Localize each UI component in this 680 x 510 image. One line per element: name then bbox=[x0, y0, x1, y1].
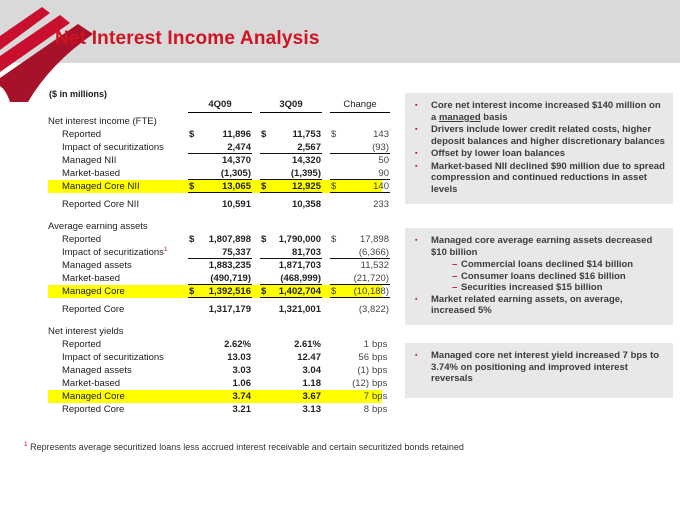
row-label: Impact of securitizations bbox=[62, 352, 164, 363]
bullet-text: Core net interest income increased $140 million on a managed basis bbox=[431, 100, 661, 123]
cell-value: (1,395) bbox=[290, 167, 321, 179]
cell-value: 3.21 bbox=[232, 404, 251, 415]
table-cell bbox=[330, 129, 390, 140]
cell-value: (490,719) bbox=[210, 272, 251, 284]
row-label: Managed Core bbox=[62, 286, 125, 297]
cell-value: 50 bbox=[378, 155, 389, 166]
cell-value: 2,567 bbox=[297, 141, 321, 153]
callout-box-earning-assets bbox=[405, 228, 673, 325]
cell-value: 3.67 bbox=[302, 391, 321, 402]
table-cell bbox=[260, 260, 322, 271]
table-cell bbox=[330, 339, 390, 350]
table-cell bbox=[330, 352, 390, 363]
table-cell bbox=[188, 155, 252, 166]
square-bullet-icon: ▪ bbox=[415, 162, 418, 170]
sub-bullet-item bbox=[452, 259, 665, 271]
cell-value: 12.47 bbox=[297, 352, 321, 363]
table-cell bbox=[188, 286, 252, 298]
cell-value: 11,532 bbox=[360, 260, 389, 271]
cell-value: 14,370 bbox=[221, 155, 251, 166]
cell-value: 3.74 bbox=[232, 391, 251, 402]
table-cell bbox=[188, 339, 252, 350]
cell-value: 1.18 bbox=[302, 378, 321, 389]
row-label: Reported Core bbox=[62, 304, 125, 315]
sub-bullet-text: Commercial loans declined $14 billion bbox=[461, 259, 634, 271]
bullet-text: Managed core net interest yield increased 7 bps to 3.74% on positioning and improved interest reversals bbox=[431, 350, 660, 385]
table-cell bbox=[330, 286, 390, 298]
table-cell bbox=[260, 155, 322, 166]
table-cell bbox=[188, 365, 252, 376]
section-heading: Net interest yields bbox=[48, 326, 124, 337]
table-cell bbox=[188, 247, 252, 259]
table-cell bbox=[260, 304, 322, 315]
table-row bbox=[48, 198, 389, 211]
table-cell bbox=[188, 181, 252, 193]
cell-value: 1,321,001 bbox=[278, 304, 321, 315]
cell-value: 13.03 bbox=[227, 352, 251, 363]
footnote-reference: 1 bbox=[163, 246, 168, 254]
dollar-sign: $ bbox=[261, 234, 267, 245]
table-row bbox=[48, 259, 389, 272]
table-cell bbox=[188, 304, 252, 315]
cell-value: 3.03 bbox=[232, 365, 251, 376]
table-cell bbox=[260, 352, 322, 363]
bullet-item bbox=[410, 161, 665, 196]
table-cell bbox=[330, 181, 390, 193]
table-cell bbox=[188, 260, 252, 271]
bullet-item bbox=[410, 100, 665, 123]
table-cell bbox=[260, 378, 322, 389]
dollar-sign: $ bbox=[261, 180, 267, 192]
dollar-sign: $ bbox=[189, 180, 195, 192]
cell-value: 81,703 bbox=[291, 246, 321, 258]
bullet-item bbox=[410, 350, 665, 385]
dash-bullet-icon: – bbox=[452, 270, 458, 282]
table-header-row bbox=[48, 99, 382, 113]
table-cell bbox=[260, 234, 322, 245]
table-cell bbox=[260, 339, 322, 350]
table-row bbox=[48, 351, 388, 364]
cell-value: 1,790,000 bbox=[278, 234, 321, 245]
bullet-item bbox=[410, 148, 665, 160]
cell-value: 2.61% bbox=[294, 339, 321, 350]
cell-unit: bps bbox=[372, 404, 388, 415]
table-row bbox=[48, 272, 389, 285]
cell-value: 1,317,179 bbox=[208, 304, 251, 315]
table-row bbox=[48, 364, 388, 377]
cell-value: 1,871,703 bbox=[278, 260, 321, 271]
bullet-item bbox=[410, 235, 665, 258]
dollar-sign: $ bbox=[331, 285, 337, 297]
cell-value: 13,065 bbox=[221, 180, 251, 192]
row-label: Managed assets bbox=[62, 260, 132, 271]
page-title: Net Interest Income Analysis bbox=[55, 28, 320, 49]
square-bullet-icon: ▪ bbox=[415, 102, 418, 109]
table-row bbox=[48, 246, 389, 259]
cell-value: 1,883,235 bbox=[208, 260, 251, 271]
bullet-text: Market-based NII declined $90 million due to spread compression and continued reductions in asset levels bbox=[431, 160, 665, 196]
cell-unit: bps bbox=[372, 365, 388, 376]
table-cell bbox=[330, 391, 390, 402]
table-row bbox=[48, 285, 389, 298]
column-header-change: Change bbox=[330, 99, 390, 113]
table-cell bbox=[188, 404, 252, 415]
dollar-sign: $ bbox=[189, 129, 195, 140]
cell-unit: bps bbox=[372, 378, 388, 389]
row-label: Impact of securitizations$^1$ bbox=[62, 246, 168, 259]
table-row bbox=[48, 154, 389, 167]
table-cell bbox=[330, 168, 390, 180]
cell-value: 3.13 bbox=[302, 404, 321, 415]
table-row bbox=[48, 167, 389, 180]
dollar-sign: $ bbox=[189, 234, 195, 245]
square-bullet-icon: ▪ bbox=[415, 150, 418, 158]
table-cell bbox=[188, 129, 252, 140]
bullet-text: Drivers include lower credit related costs, higher deposit balances and higher discretionary balances bbox=[431, 124, 665, 147]
dollar-sign: $ bbox=[331, 234, 337, 245]
cell-value: 1.06 bbox=[232, 378, 251, 389]
table-row bbox=[48, 233, 389, 246]
cell-value: 1,807,898 bbox=[208, 234, 251, 245]
bullet-item bbox=[410, 294, 665, 317]
sub-bullet-item bbox=[452, 282, 665, 294]
footnote bbox=[24, 441, 664, 452]
cell-value: 90 bbox=[378, 167, 389, 179]
row-label: Market-based bbox=[62, 378, 121, 389]
row-label: Impact of securitizations bbox=[62, 142, 164, 153]
callout-box-net-interest-income bbox=[405, 93, 673, 204]
cell-value: 233 bbox=[373, 199, 389, 210]
row-label: Reported bbox=[62, 129, 102, 140]
cell-value: 56 bbox=[358, 352, 369, 363]
table-cell bbox=[260, 365, 322, 376]
table-row bbox=[48, 303, 389, 316]
table-cell bbox=[260, 129, 322, 140]
cell-value: 11,753 bbox=[292, 129, 321, 140]
dollar-sign: $ bbox=[331, 129, 337, 140]
bullet-text: Managed core average earning assets decreased $10 billion bbox=[431, 235, 653, 258]
row-label: Reported Core NII bbox=[62, 199, 140, 210]
cell-value: 1,392,516 bbox=[208, 285, 251, 297]
section-heading: Net interest income (FTE) bbox=[48, 116, 157, 127]
cell-value: 17,898 bbox=[359, 234, 389, 245]
cell-value: (93) bbox=[372, 141, 389, 153]
table-cell bbox=[330, 199, 390, 210]
cell-value: 140 bbox=[373, 180, 389, 192]
dollar-sign: $ bbox=[261, 285, 267, 297]
bullet-text: Offset by lower loan balances bbox=[431, 148, 566, 160]
sub-bullet-text: Securities increased $15 billion bbox=[461, 282, 603, 294]
column-header-3q09: 3Q09 bbox=[260, 99, 322, 113]
cell-value: 10,591 bbox=[221, 199, 251, 210]
table-cell bbox=[330, 142, 390, 154]
cell-value: 8 bbox=[363, 404, 369, 415]
table-cell bbox=[330, 273, 390, 285]
cell-value: 1,402,704 bbox=[278, 285, 321, 297]
square-bullet-icon: ▪ bbox=[415, 237, 418, 244]
table-cell bbox=[260, 199, 322, 210]
table-row bbox=[48, 377, 388, 390]
table-cell bbox=[260, 168, 322, 180]
dash-bullet-icon: – bbox=[452, 259, 458, 271]
cell-value: 2,474 bbox=[227, 141, 251, 153]
cell-value: (468,999) bbox=[280, 272, 321, 284]
cell-value: 2.62% bbox=[224, 339, 251, 350]
table-cell bbox=[260, 273, 322, 285]
cell-value: (12) bbox=[352, 378, 369, 389]
table-cell bbox=[330, 304, 390, 315]
cell-value: 14,320 bbox=[291, 155, 321, 166]
cell-unit: bps bbox=[372, 339, 388, 350]
dollar-sign: $ bbox=[261, 129, 267, 140]
bullet-item bbox=[410, 124, 665, 147]
table-row bbox=[48, 180, 389, 193]
cell-unit: bps bbox=[372, 352, 388, 363]
table-cell bbox=[330, 234, 390, 245]
cell-value: 11,896 bbox=[222, 129, 251, 140]
bullet-text: Market related earning assets, on average, increased 5% bbox=[431, 293, 623, 317]
cell-value: 143 bbox=[373, 129, 389, 140]
table-cell bbox=[188, 168, 252, 180]
table-cell bbox=[260, 142, 322, 154]
table-cell bbox=[330, 365, 390, 376]
sub-bullet-item bbox=[452, 271, 665, 283]
cell-value: (10,188) bbox=[353, 285, 389, 297]
table-cell bbox=[188, 273, 252, 285]
square-bullet-icon: ▪ bbox=[415, 295, 418, 303]
cell-value: (21,720) bbox=[353, 272, 389, 284]
table-cell bbox=[260, 391, 322, 402]
bank-flag-logo-icon bbox=[0, 0, 96, 102]
cell-value: 3.04 bbox=[302, 365, 321, 376]
table-row bbox=[48, 128, 389, 141]
row-label: Reported Core bbox=[62, 404, 125, 415]
footnote-text: Represents average securitized loans less accrued interest receivable and certain securitized bonds retained bbox=[27, 442, 464, 452]
cell-value: (6,366) bbox=[358, 246, 389, 258]
table-cell bbox=[260, 286, 322, 298]
dollar-sign: $ bbox=[189, 285, 195, 297]
row-label: Managed assets bbox=[62, 365, 132, 376]
cell-value: (1) bbox=[357, 365, 369, 376]
table-cell bbox=[330, 155, 390, 166]
units-note: ($ in millions) bbox=[49, 89, 108, 99]
cell-value: 12,925 bbox=[291, 180, 321, 192]
row-label: Market-based bbox=[62, 273, 121, 284]
row-label: Managed NII bbox=[62, 155, 117, 166]
table-cell bbox=[330, 260, 390, 271]
square-bullet-icon: ▪ bbox=[415, 126, 418, 134]
table-cell bbox=[260, 404, 322, 415]
row-label: Managed Core bbox=[62, 391, 125, 402]
square-bullet-icon: ▪ bbox=[415, 352, 418, 359]
table-cell bbox=[188, 352, 252, 363]
row-label: Managed Core NII bbox=[62, 181, 140, 192]
row-label: Reported bbox=[62, 339, 102, 350]
table-cell bbox=[330, 378, 390, 389]
dash-bullet-icon: – bbox=[452, 282, 458, 294]
table-row bbox=[48, 338, 388, 351]
table-cell bbox=[188, 142, 252, 154]
sub-bullet-text: Consumer loans declined $16 billion bbox=[461, 270, 626, 282]
table-body bbox=[48, 115, 389, 416]
section-heading: Average earning assets bbox=[48, 221, 148, 232]
cell-value: 7 bbox=[363, 391, 369, 402]
dollar-sign: $ bbox=[331, 180, 337, 192]
table-cell bbox=[188, 391, 252, 402]
cell-value: 10,358 bbox=[291, 199, 321, 210]
table-row bbox=[48, 403, 388, 416]
callout-box-net-interest-yield bbox=[405, 343, 673, 398]
cell-unit: bps bbox=[372, 391, 388, 402]
cell-value: 1 bbox=[363, 339, 369, 350]
row-label: Reported bbox=[62, 234, 102, 245]
financial-table bbox=[48, 99, 389, 416]
cell-value: (1,305) bbox=[220, 167, 251, 179]
cell-value: 75,337 bbox=[221, 246, 251, 258]
table-cell bbox=[260, 247, 322, 259]
table-row bbox=[48, 141, 389, 154]
table-cell bbox=[330, 404, 390, 415]
table-row bbox=[48, 390, 388, 403]
row-label: Market-based bbox=[62, 168, 121, 179]
table-cell bbox=[330, 247, 390, 259]
cell-value: (3,822) bbox=[358, 304, 389, 315]
table-cell bbox=[188, 199, 252, 210]
footnote-marker: 1 bbox=[24, 441, 28, 448]
table-cell bbox=[188, 378, 252, 389]
table-cell bbox=[188, 234, 252, 245]
column-header-4q09: 4Q09 bbox=[188, 99, 252, 113]
table-cell bbox=[260, 181, 322, 193]
